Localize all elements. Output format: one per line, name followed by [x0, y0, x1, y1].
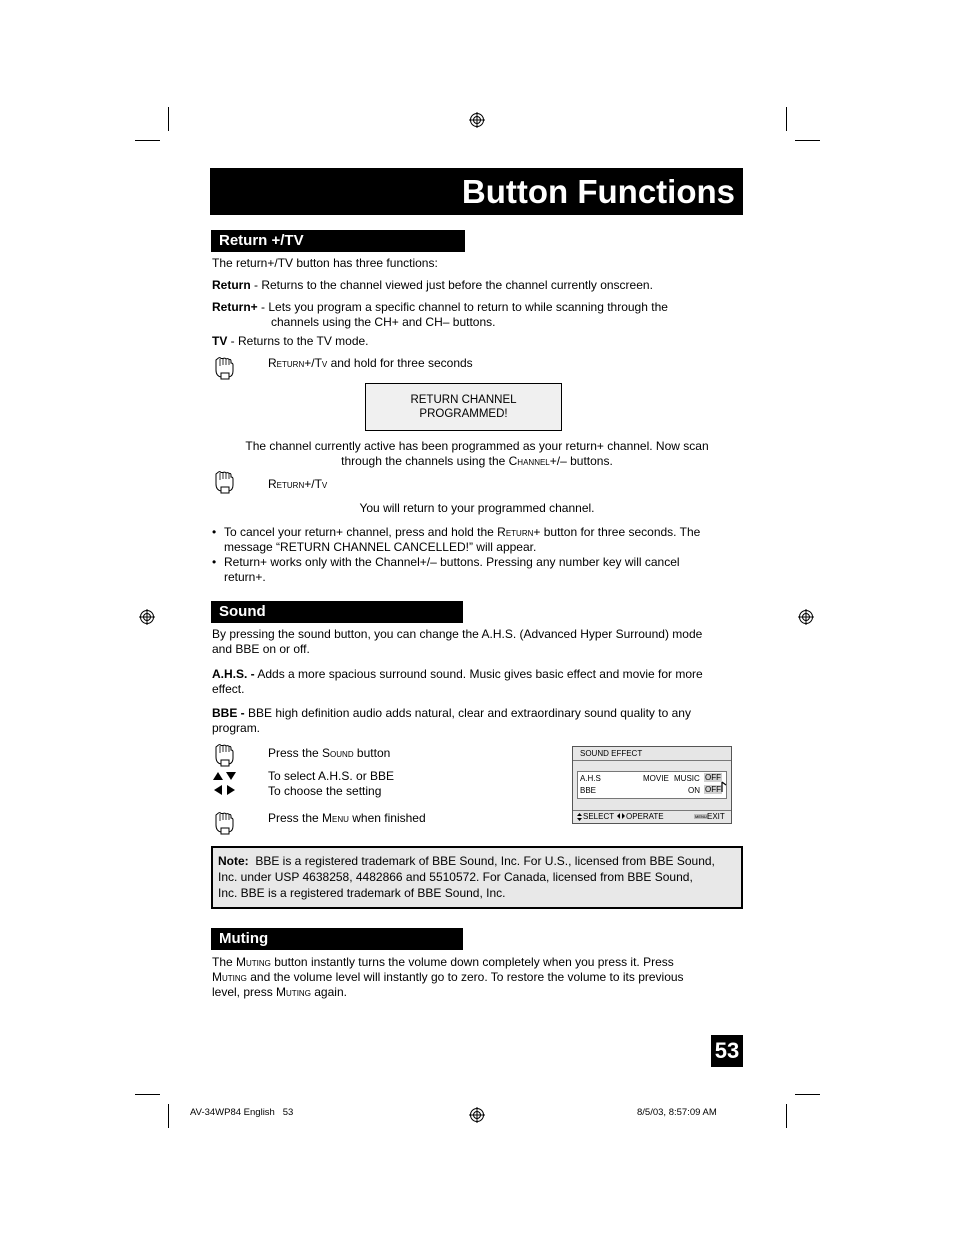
sound-step4 [268, 811, 426, 826]
m2b: and the volume level will instantly go to zero. To restore the volume to its previous [246, 970, 684, 984]
crop-mark [786, 107, 787, 131]
key-sound: Sound [322, 746, 354, 760]
cursor-icon [721, 781, 727, 793]
osd-ahs-music: MUSIC [674, 774, 700, 783]
m3a: level, press [212, 985, 277, 999]
desc-bbe-1: BBE high definition audio adds natural, clear and extraordinary sound quality to any [244, 706, 691, 720]
bullet-2-line-2: return+. [224, 570, 266, 584]
return-para-1: The channel currently active has been programmed as your return+ channel. Now scan [245, 439, 709, 453]
desc-return: - Returns to the channel viewed just before the channel currently onscreen. [250, 278, 653, 292]
registration-mark-icon [798, 609, 814, 625]
bullet-1-line-2: message “RETURN CHANNEL CANCELLED!” will appear. [224, 540, 537, 554]
b1c: + button for three seconds. The [533, 525, 701, 539]
return-result: You will return to your programmed channel. [359, 501, 595, 515]
osd-bbe-on: ON [688, 786, 700, 795]
sound-step2: To select A.H.S. or BBE [268, 769, 395, 783]
page-title: Button Functions [461, 173, 735, 210]
crop-mark [168, 1104, 169, 1128]
return-step2: Return+/Tv [268, 477, 328, 491]
bbe-note-box [211, 846, 743, 909]
note-text-1: BBE is a registered trademark of BBE Sound, Inc. For U.S., licensed from BBE Sound, [248, 854, 715, 868]
bbe-definition [212, 706, 691, 721]
ahs-definition [212, 667, 703, 682]
desc-returnplus-1: - Lets you program a specific channel to return to while scanning through the [257, 300, 668, 314]
osd-exit: EXIT [707, 812, 725, 821]
return-programmed-osd [365, 383, 562, 431]
hand-press-icon [212, 470, 236, 494]
term-bbe: BBE - [212, 706, 245, 720]
desc-returnplus-2: channels using the CH+ and CH– buttons. [271, 315, 496, 329]
term-returnplus: Return+ [212, 300, 258, 314]
bullet-marker: • [212, 525, 217, 539]
desc-tv: - Returns to the TV mode. [227, 334, 369, 348]
key-muting: Muting [236, 955, 271, 969]
bullet-marker: • [212, 555, 217, 569]
returnplus-definition [212, 300, 668, 315]
osd-ahs-off: OFF [705, 773, 721, 782]
sound-intro-1: By pressing the sound button, you can change the A.H.S. (Advanced Hyper Surround) mode [212, 627, 703, 641]
osd-line-1: RETURN CHANNEL [410, 394, 517, 406]
up-down-arrows-icon [213, 771, 237, 781]
hand-press-icon [212, 743, 236, 767]
desc-bbe-2: program. [212, 721, 261, 735]
key-return: Return [497, 525, 534, 539]
s1a: Press the [268, 746, 323, 760]
bullet-1-line-1 [224, 525, 700, 540]
term-return: Return [212, 278, 251, 292]
osd-menu-key: MENU [695, 814, 707, 819]
b1a: To cancel your return+ channel, press and hold the [224, 525, 498, 539]
note-line-1 [218, 853, 737, 869]
s4a: Press the [268, 811, 323, 825]
m3c: again. [310, 985, 347, 999]
note-line-2: Inc. under USP 4638258, 4482866 and 5510572. For Canada, licensed from BBE Sound, [218, 870, 693, 884]
page-number: 53 [711, 1035, 743, 1067]
s1c: button [353, 746, 391, 760]
key-return-tv: Return+/Tv [268, 356, 328, 370]
osd-ahs-movie: MOVIE [643, 774, 669, 783]
page-title-bar [210, 168, 743, 215]
muting-line-2 [212, 970, 684, 985]
muting-line-1 [212, 955, 674, 970]
return-definition [212, 278, 653, 293]
crop-mark [786, 1104, 787, 1128]
registration-mark-icon [469, 1107, 485, 1123]
hand-press-icon [212, 811, 236, 835]
crop-mark [135, 1094, 160, 1095]
sound-step1 [268, 746, 390, 761]
para2-a: through the channels using the [341, 454, 509, 468]
key-muting: Muting [212, 970, 247, 984]
m1a: The [212, 955, 237, 969]
return-para-2 [212, 454, 742, 469]
footer-right: 8/5/03, 8:57:09 AM [637, 1107, 717, 1118]
osd-line-2: PROGRAMMED! [419, 408, 508, 420]
muting-line-3 [212, 985, 347, 1000]
desc-ahs-1: Adds a more spacious surround sound. Music gives basic effect and movie for more [254, 667, 703, 681]
crop-mark [795, 140, 820, 141]
section-heading-return-tv: Return +/TV [211, 230, 465, 252]
step1-rest: and hold for three seconds [327, 356, 473, 370]
registration-mark-icon [139, 609, 155, 625]
sound-intro-2: and BBE on or off. [212, 642, 310, 656]
return-intro: The return+/TV button has three functions: [212, 256, 438, 270]
osd-title: SOUND EFFECT [573, 747, 731, 761]
osd-operate: OPERATE [626, 812, 664, 821]
desc-ahs-2: effect. [212, 682, 245, 696]
s4c: when finished [348, 811, 426, 825]
section-heading-muting: Muting [211, 928, 463, 950]
key-muting: Muting [276, 985, 311, 999]
tv-definition [212, 334, 369, 349]
osd-select: SELECT [583, 812, 615, 821]
key-channel: Channel [508, 454, 550, 468]
osd-bbe-label: BBE [580, 786, 597, 795]
term-ahs: A.H.S. - [212, 667, 255, 681]
crop-mark [168, 107, 169, 131]
para2-c: +/– buttons. [549, 454, 613, 468]
left-right-arrows-icon [213, 785, 237, 795]
hand-press-icon [212, 356, 236, 380]
crop-mark [135, 140, 160, 141]
left-right-arrows-icon [617, 813, 625, 819]
osd-options-panel [577, 771, 727, 799]
key-menu: Menu [322, 811, 349, 825]
term-tv: TV [212, 334, 228, 348]
section-heading-sound: Sound [211, 601, 463, 623]
return-step1 [268, 356, 473, 371]
note-line-3: Inc. BBE is a registered trademark of BBE Sound, Inc. [218, 886, 506, 900]
note-label: Note: [218, 854, 249, 868]
osd-bbe-off: OFF [705, 785, 721, 794]
osd-ahs-label: A.H.S [580, 774, 601, 783]
m1c: button instantly turns the volume down completely when you press it. Press [270, 955, 674, 969]
registration-mark-icon [469, 112, 485, 128]
bullet-2-line-1: Return+ works only with the Channel+/– buttons. Pressing any number key will cancel [224, 555, 680, 569]
crop-mark [795, 1094, 820, 1095]
osd-footer [573, 810, 731, 823]
footer-left: AV-34WP84 English 53 [190, 1107, 294, 1118]
sound-effect-osd [572, 746, 732, 824]
sound-step3: To choose the setting [268, 784, 382, 798]
up-down-arrows-icon [577, 813, 582, 821]
